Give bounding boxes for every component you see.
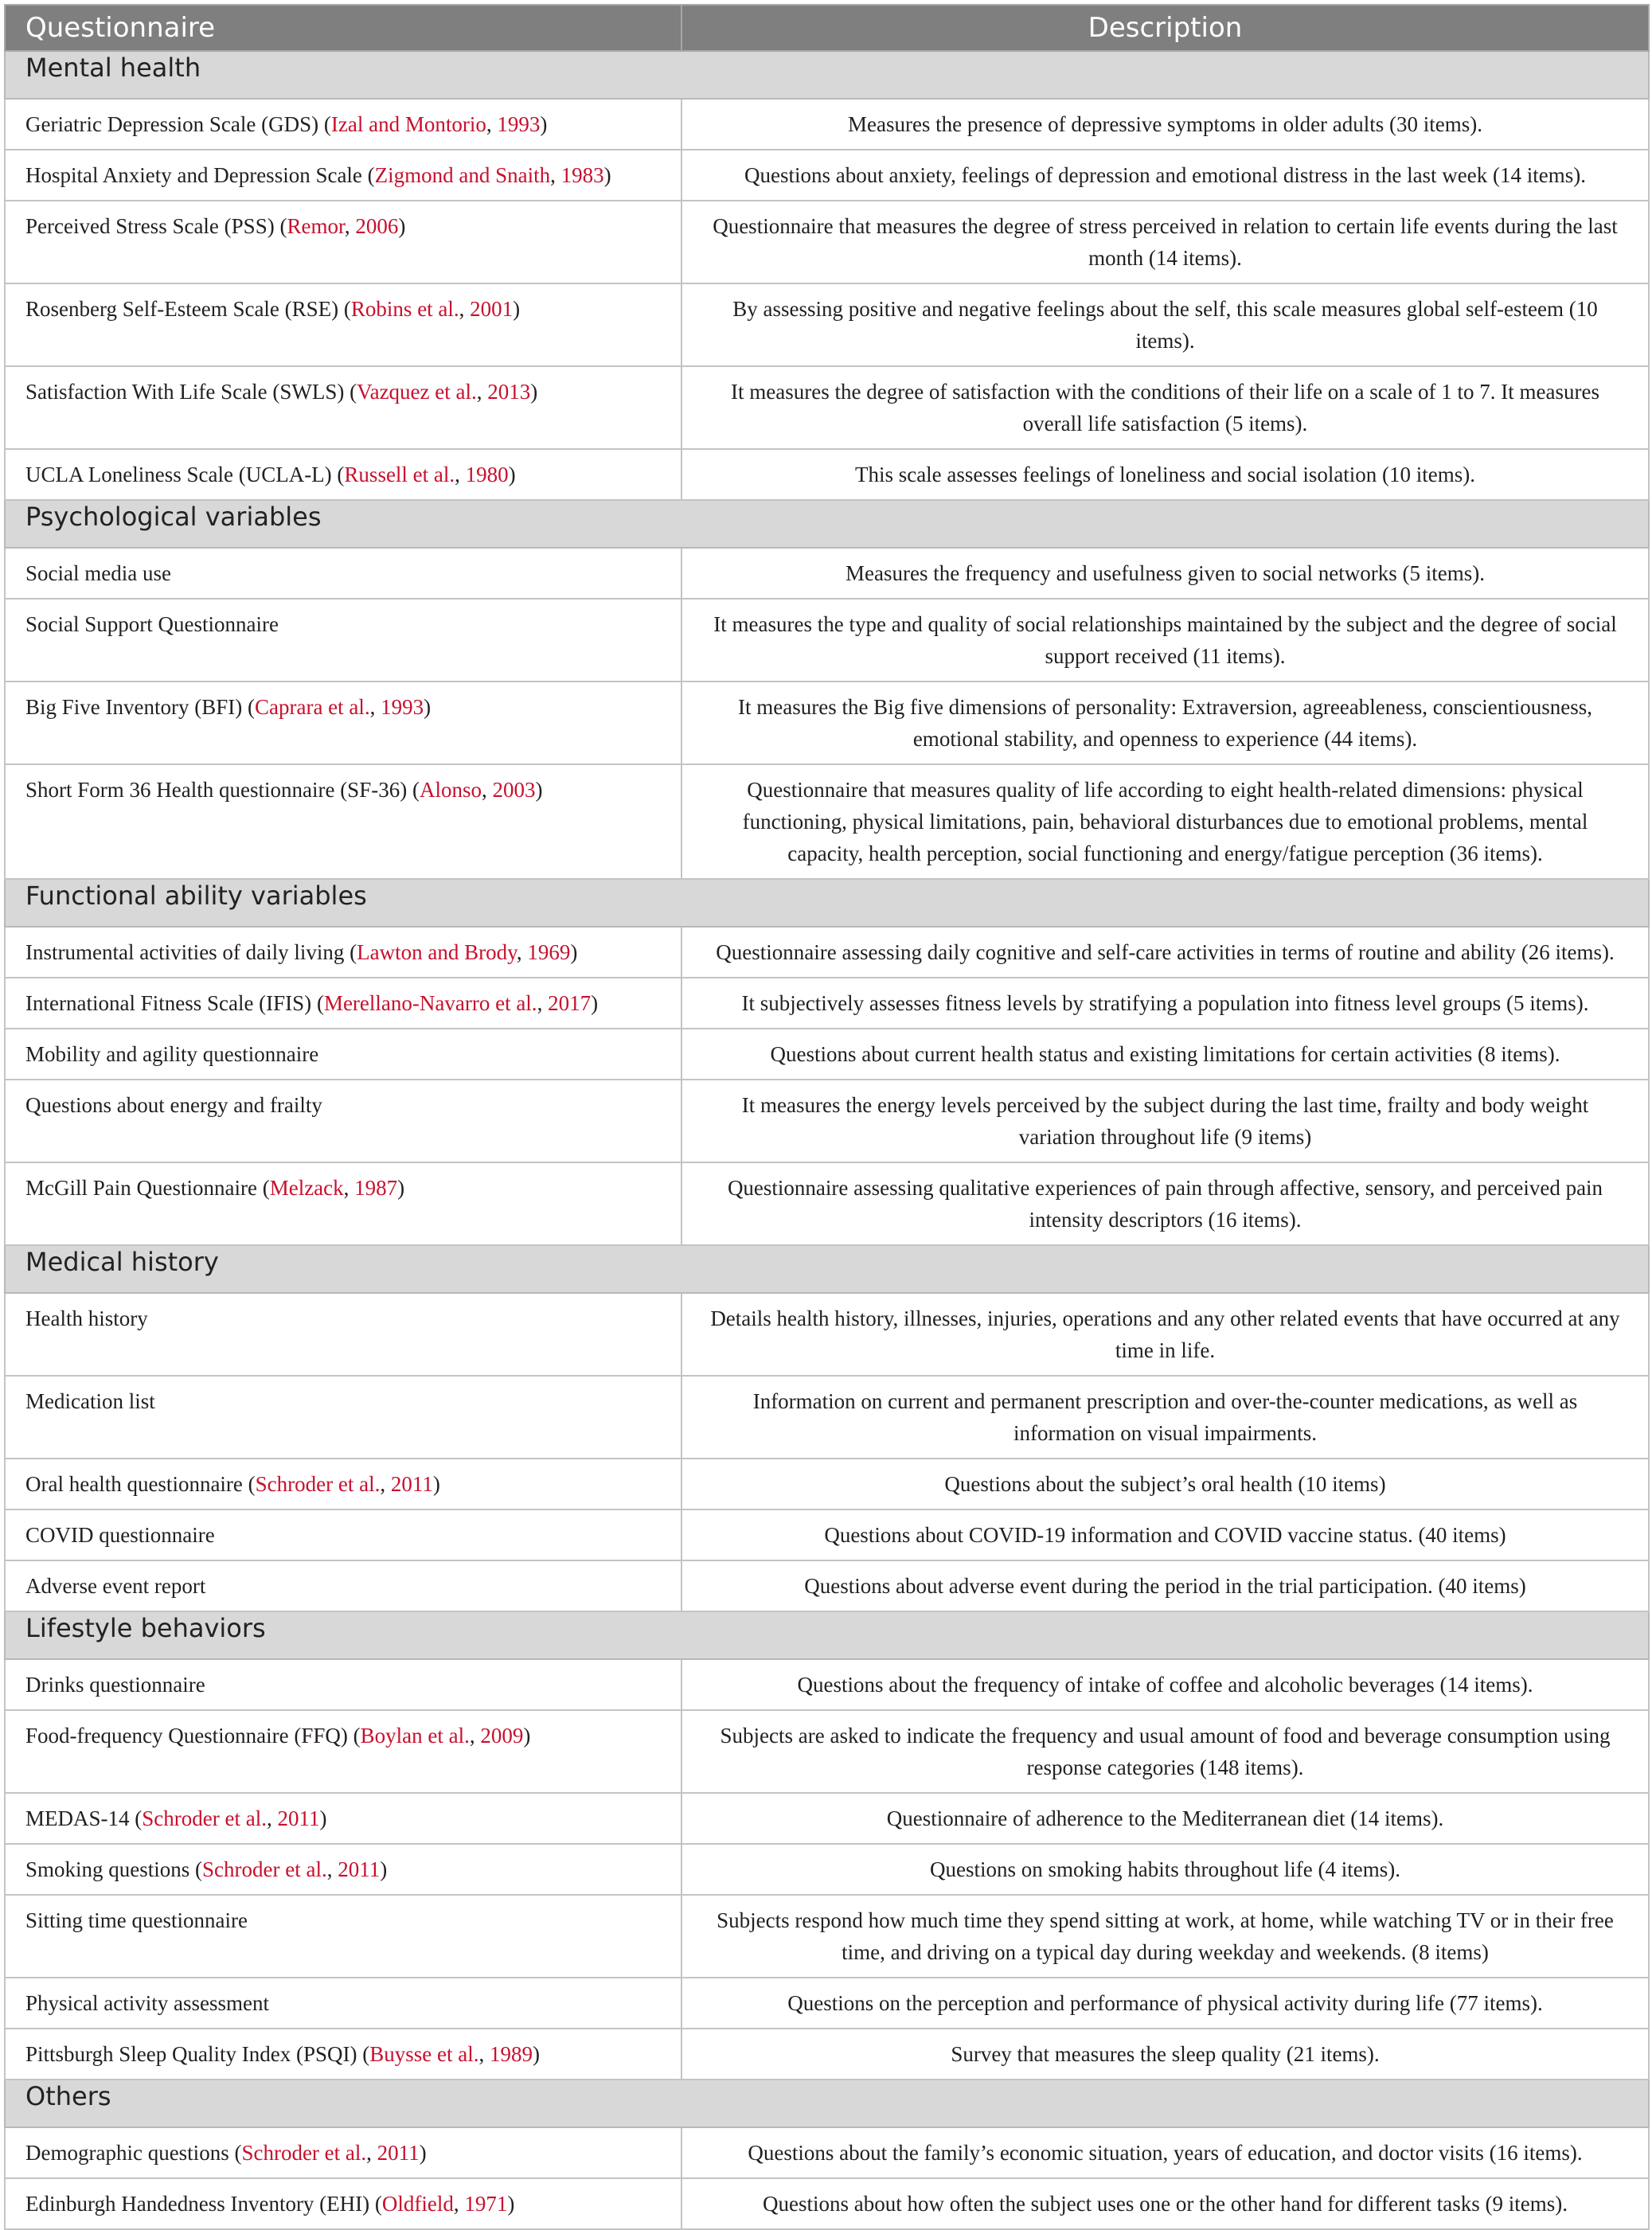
questionnaire-cell: Satisfaction With Life Scale (SWLS) (Vazquez et al., 2013) — [5, 366, 681, 449]
citation-link[interactable]: Robins et al. — [350, 297, 459, 321]
citation-year-link[interactable]: 1993 — [497, 112, 541, 136]
citation-year-link[interactable]: 1993 — [381, 695, 424, 719]
questionnaire-cell: Demographic questions (Schroder et al., 2011) — [5, 2127, 681, 2178]
table-row — [5, 1978, 1649, 2029]
questionnaire-name: COVID questionnaire — [25, 1523, 215, 1547]
description-cell: It measures the energy levels perceived by the subject during the last time, frailty and body weight variation throughout life (9 items) — [681, 1080, 1649, 1162]
description-cell: Questions on the perception and performance of physical activity during life (77 items). — [681, 1978, 1649, 2029]
table-row — [5, 1293, 1649, 1376]
questionnaire-name: Satisfaction With Life Scale (SWLS) — [25, 380, 345, 404]
citation-year-link[interactable]: 2011 — [390, 1472, 433, 1496]
citation-link[interactable]: Vazquez et al. — [357, 380, 477, 404]
citation-link[interactable]: Oldfield — [381, 2192, 454, 2216]
table-row — [5, 2127, 1649, 2178]
questionnaire-cell: Big Five Inventory (BFI) (Caprara et al., 1993) — [5, 681, 681, 764]
table-row — [5, 681, 1649, 764]
table-row — [5, 1029, 1649, 1080]
questionnaire-cell: Hospital Anxiety and Depression Scale (Zigmond and Snaith, 1983) — [5, 150, 681, 201]
citation-link[interactable]: Alonso — [419, 778, 482, 802]
section-row — [5, 51, 1649, 99]
citation-link[interactable]: Remor — [287, 214, 345, 238]
table-row — [5, 1509, 1649, 1560]
citation-year-link[interactable]: 2011 — [377, 2141, 420, 2165]
questionnaire-name: Questions about energy and frailty — [25, 1093, 322, 1117]
section-title: Functional ability variables — [5, 879, 1649, 927]
citation-year-link[interactable]: 1969 — [527, 940, 571, 964]
description-cell: Questions about the family’s economic situation, years of education, and doctor visits (16 items). — [681, 2127, 1649, 2178]
questionnaire-cell — [5, 1080, 681, 1162]
citation-year-link[interactable]: 2013 — [487, 380, 531, 404]
section-row — [5, 879, 1649, 927]
description-cell: Questionnaire assessing qualitative experiences of pain through affective, sensory, and perceived pain intensity descriptors (16 items). — [681, 1162, 1649, 1245]
citation-link[interactable]: Schroder et al. — [142, 1806, 267, 1830]
questionnaire-cell — [5, 1509, 681, 1560]
description-cell: Details health history, illnesses, injuries, operations and any other related events that have occurred at any time in life. — [681, 1293, 1649, 1376]
questionnaire-cell: Instrumental activities of daily living (Lawton and Brody, 1969) — [5, 927, 681, 978]
description-cell: Questions about the subject’s oral health (10 items) — [681, 1459, 1649, 1509]
description-cell: Questionnaire that measures the degree of stress perceived in relation to certain life events during the last month (14 items). — [681, 201, 1649, 283]
citation-year-link[interactable]: 2006 — [355, 214, 399, 238]
citation-year-link[interactable]: 2011 — [338, 1857, 381, 1881]
questionnaire-name: Mobility and agility questionnaire — [25, 1042, 319, 1066]
questionnaire-table — [4, 4, 1650, 2230]
description-cell: Measures the frequency and usefulness given to social networks (5 items). — [681, 548, 1649, 599]
citation-link[interactable]: Lawton and Brody — [357, 940, 517, 964]
description-cell: Questions about COVID-19 information and COVID vaccine status. (40 items) — [681, 1509, 1649, 1560]
citation-year-link[interactable]: 2001 — [470, 297, 514, 321]
questionnaire-cell: Short Form 36 Health questionnaire (SF-36) (Alonso, 2003) — [5, 764, 681, 879]
citation-link[interactable]: Schroder et al. — [202, 1857, 327, 1881]
questionnaire-cell — [5, 599, 681, 681]
table-row — [5, 366, 1649, 449]
description-cell: Subjects are asked to indicate the frequency and usual amount of food and beverage consumption using response categories (148 items). — [681, 1710, 1649, 1793]
table-row — [5, 1459, 1649, 1509]
section-title: Lifestyle behaviors — [5, 1611, 1649, 1659]
questionnaire-name: Perceived Stress Scale (PSS) — [25, 214, 275, 238]
section-title: Medical history — [5, 1245, 1649, 1293]
questionnaire-name: Rosenberg Self-Esteem Scale (RSE) — [25, 297, 339, 321]
description-cell: Subjects respond how much time they spend sitting at work, at home, while watching TV or in their free time, and driving on a typical day during weekday and weekends. (8 items) — [681, 1895, 1649, 1978]
table-row — [5, 1080, 1649, 1162]
questionnaire-name: Instrumental activities of daily living — [25, 940, 345, 964]
description-cell: It measures the degree of satisfaction with the conditions of their life on a scale of 1 to 7. It measures overall life satisfaction (5 items). — [681, 366, 1649, 449]
description-cell: It measures the Big five dimensions of personality: Extraversion, agreeableness, conscientiousness, emotional stability, and openness to experience (44 items). — [681, 681, 1649, 764]
table-row — [5, 1376, 1649, 1459]
questionnaire-name: Short Form 36 Health questionnaire (SF-36) — [25, 778, 408, 802]
description-cell: It subjectively assesses fitness levels by stratifying a population into fitness level groups (5 items). — [681, 978, 1649, 1029]
citation-link[interactable]: Izal and Montorio — [330, 112, 486, 136]
questionnaire-name: Physical activity assessment — [25, 1991, 269, 2015]
citation-year-link[interactable]: 2017 — [548, 991, 592, 1015]
citation-link[interactable]: Schroder et al. — [255, 1472, 381, 1496]
table-row — [5, 599, 1649, 681]
citation-year-link[interactable]: 1971 — [464, 2192, 508, 2216]
description-cell: Questions about the frequency of intake of coffee and alcoholic beverages (14 items). — [681, 1659, 1649, 1710]
questionnaire-name: Demographic questions — [25, 2141, 229, 2165]
questionnaire-cell: Smoking questions (Schroder et al., 2011) — [5, 1844, 681, 1895]
questionnaire-cell: Rosenberg Self-Esteem Scale (RSE) (Robins et al., 2001) — [5, 283, 681, 366]
citation-link[interactable]: Buysse et al. — [369, 2042, 479, 2066]
questionnaire-name: Adverse event report — [25, 1574, 206, 1598]
section-row — [5, 1611, 1649, 1659]
questionnaire-name: Drinks questionnaire — [25, 1673, 205, 1697]
description-cell: This scale assesses feelings of loneliness and social isolation (10 items). — [681, 449, 1649, 500]
table-row — [5, 1659, 1649, 1710]
description-cell: It measures the type and quality of social relationships maintained by the subject and the degree of social support received (11 items). — [681, 599, 1649, 681]
citation-year-link[interactable]: 2003 — [492, 778, 536, 802]
questionnaire-cell — [5, 1895, 681, 1978]
description-cell: Measures the presence of depressive symptoms in older adults (30 items). — [681, 99, 1649, 150]
questionnaire-cell: Food-frequency Questionnaire (FFQ) (Boylan et al., 2009) — [5, 1710, 681, 1793]
questionnaire-cell — [5, 548, 681, 599]
section-title: Others — [5, 2080, 1649, 2127]
questionnaire-name: Sitting time questionnaire — [25, 1908, 248, 1932]
questionnaire-name: McGill Pain Questionnaire — [25, 1176, 257, 1200]
questionnaire-name: Food-frequency Questionnaire (FFQ) — [25, 1724, 348, 1748]
questionnaire-cell: Pittsburgh Sleep Quality Index (PSQI) (Buysse et al., 1989) — [5, 2029, 681, 2080]
header-row — [5, 5, 1649, 51]
description-cell: Questions on smoking habits throughout life (4 items). — [681, 1844, 1649, 1895]
description-cell: Questions about anxiety, feelings of depression and emotional distress in the last week (14 items). — [681, 150, 1649, 201]
description-cell: Questionnaire assessing daily cognitive and self-care activities in terms of routine and ability (26 items). — [681, 927, 1649, 978]
questionnaire-cell: UCLA Loneliness Scale (UCLA-L) (Russell et al., 1980) — [5, 449, 681, 500]
description-cell: Questions about how often the subject uses one or the other hand for different tasks (9 items). — [681, 2178, 1649, 2229]
table-row — [5, 978, 1649, 1029]
header-questionnaire: Questionnaire — [5, 5, 681, 51]
citation-link[interactable]: Melzack — [269, 1176, 344, 1200]
questionnaire-cell: McGill Pain Questionnaire (Melzack, 1987) — [5, 1162, 681, 1245]
questionnaire-name: UCLA Loneliness Scale (UCLA-L) — [25, 463, 332, 486]
questionnaire-cell: Edinburgh Handedness Inventory (EHI) (Oldfield, 1971) — [5, 2178, 681, 2229]
table-row — [5, 150, 1649, 201]
table-row — [5, 1844, 1649, 1895]
description-cell: Questionnaire of adherence to the Mediterranean diet (14 items). — [681, 1793, 1649, 1844]
questionnaire-cell: Geriatric Depression Scale (GDS) (Izal and Montorio, 1993) — [5, 99, 681, 150]
table-row — [5, 1710, 1649, 1793]
questionnaire-name: Pittsburgh Sleep Quality Index (PSQI) — [25, 2042, 357, 2066]
questionnaire-cell: Perceived Stress Scale (PSS) (Remor, 2006) — [5, 201, 681, 283]
table-row — [5, 1793, 1649, 1844]
table-row — [5, 449, 1649, 500]
description-cell: Questionnaire that measures quality of life according to eight health-related dimensions: physical functioning, physical limitations, pain, behavioral disturbances due to emotional problems, mental capacity, health perception, social functioning and energy/fatigue perception (36 items). — [681, 764, 1649, 879]
questionnaire-name: Edinburgh Handedness Inventory (EHI) — [25, 2192, 370, 2216]
questionnaire-cell: Oral health questionnaire (Schroder et al., 2011) — [5, 1459, 681, 1509]
section-title: Mental health — [5, 51, 1649, 99]
questionnaire-name: Social Support Questionnaire — [25, 612, 279, 636]
questionnaire-cell — [5, 1560, 681, 1611]
section-row — [5, 500, 1649, 548]
questionnaire-name: Oral health questionnaire — [25, 1472, 243, 1496]
description-cell: Questions about adverse event during the period in the trial participation. (40 items) — [681, 1560, 1649, 1611]
citation-year-link[interactable]: 1987 — [354, 1176, 398, 1200]
questionnaire-name: Hospital Anxiety and Depression Scale — [25, 163, 362, 187]
citation-year-link[interactable]: 2009 — [480, 1724, 524, 1748]
citation-link[interactable]: Boylan et al. — [360, 1724, 470, 1748]
questionnaire-cell: MEDAS-14 (Schroder et al., 2011) — [5, 1793, 681, 1844]
table-row — [5, 1895, 1649, 1978]
table-row — [5, 2029, 1649, 2080]
description-cell: By assessing positive and negative feelings about the self, this scale measures global self-esteem (10 items). — [681, 283, 1649, 366]
table-row — [5, 927, 1649, 978]
description-cell: Questions about current health status and existing limitations for certain activities (8 items). — [681, 1029, 1649, 1080]
description-cell: Information on current and permanent prescription and over-the-counter medications, as well as information on visual impairments. — [681, 1376, 1649, 1459]
questionnaire-name: Social media use — [25, 561, 171, 585]
section-title: Psychological variables — [5, 500, 1649, 548]
questionnaire-cell — [5, 1978, 681, 2029]
questionnaire-name: Big Five Inventory (BFI) — [25, 695, 243, 719]
description-cell: Survey that measures the sleep quality (21 items). — [681, 2029, 1649, 2080]
table-row — [5, 2178, 1649, 2229]
citation-year-link[interactable]: 1983 — [560, 163, 604, 187]
questionnaire-name: Health history — [25, 1306, 148, 1330]
citation-link[interactable]: Schroder et al. — [241, 2141, 367, 2165]
table-row — [5, 201, 1649, 283]
citation-link[interactable]: Russell et al. — [344, 463, 455, 486]
table-row — [5, 1162, 1649, 1245]
citation-link[interactable]: Zigmond and Snaith — [374, 163, 551, 187]
table-row — [5, 283, 1649, 366]
citation-year-link[interactable]: 1989 — [489, 2042, 533, 2066]
questionnaire-name: MEDAS-14 — [25, 1806, 130, 1830]
section-row — [5, 2080, 1649, 2127]
questionnaire-name: Smoking questions — [25, 1857, 190, 1881]
questionnaire-name: International Fitness Scale (IFIS) — [25, 991, 312, 1015]
citation-year-link[interactable]: 2011 — [277, 1806, 320, 1830]
questionnaire-cell — [5, 1293, 681, 1376]
table-row — [5, 1560, 1649, 1611]
questionnaire-cell: International Fitness Scale (IFIS) (Merellano-Navarro et al., 2017) — [5, 978, 681, 1029]
table-row — [5, 764, 1649, 879]
citation-link[interactable]: Caprara et al. — [254, 695, 370, 719]
citation-year-link[interactable]: 1980 — [465, 463, 509, 486]
header-description: Description — [681, 5, 1649, 51]
table-row — [5, 548, 1649, 599]
table-body — [5, 51, 1649, 2229]
questionnaire-name: Medication list — [25, 1389, 155, 1413]
questionnaire-cell — [5, 1659, 681, 1710]
table-row — [5, 99, 1649, 150]
section-row — [5, 1245, 1649, 1293]
questionnaire-name: Geriatric Depression Scale (GDS) — [25, 112, 319, 136]
questionnaire-cell — [5, 1376, 681, 1459]
questionnaire-cell — [5, 1029, 681, 1080]
citation-link[interactable]: Merellano-Navarro et al. — [323, 991, 537, 1015]
